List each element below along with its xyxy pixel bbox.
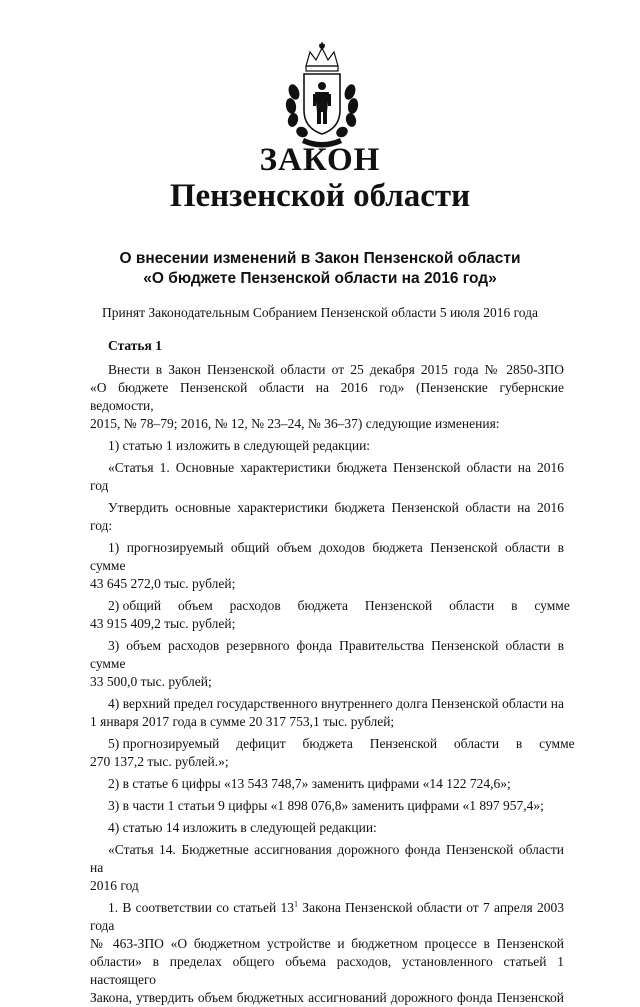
document-subtitle: Пензенской области	[169, 178, 471, 214]
article-14-title: «Статья 14. Бюджетные ассигнования дорожного фонда Пензенской области на	[90, 842, 564, 875]
sub-item-2: 2) общий объем расходов бюджета Пензенской области в сумме	[108, 598, 570, 613]
sub-item-1: 1) прогнозируемый общий объем доходов бюджета Пензенской области в сумме	[90, 540, 564, 573]
article-title: Статья 1	[108, 338, 162, 353]
coat-of-arms-icon	[280, 40, 364, 148]
sub-item-2-amount: 43 915 409,2 тыс. рублей;	[90, 616, 236, 631]
approve-characteristics: Утвердить основные характеристики бюджета Пензенской области на 2016 год:	[90, 500, 564, 533]
sub-item-5: 5) прогнозируемый дефицит бюджета Пензенской области в сумме	[108, 736, 575, 751]
law-heading-line-2: «О бюджете Пензенской области на 2016 год»	[143, 270, 497, 287]
item-2: 2) в статье 6 цифры «13 543 748,7» заменить цифрами «14 122 724,6»;	[108, 776, 511, 791]
intro-paragraph	[90, 361, 564, 379]
paragraph-1-line-3: области» в пределах общего объема расходов, установленного статьей 1 настоящего	[90, 954, 564, 987]
sub-item-3-amount: 33 500,0 тыс. рублей;	[90, 674, 212, 689]
paragraph-1-line-2: № 463-ЗПО «О бюджетном устройстве и бюджетном процессе в Пензенской	[90, 936, 564, 951]
paragraph-1-line-4: Закона, утвердить объем бюджетных ассигнований дорожного фонда Пензенской	[90, 990, 564, 1005]
intro-line-2: «О бюджете Пензенской области на 2016 год» (Пензенские губернские ведомости,	[90, 380, 564, 413]
article-1-title: «Статья 1. Основные характеристики бюджета Пензенской области на 2016 год	[90, 460, 564, 493]
paragraph-1: 1. В соответствии со статьей $13^1$ Закона Пензенской области от 7 апреля 2003 года	[90, 899, 565, 933]
document-title: ЗАКОН	[259, 142, 381, 178]
law-heading-line-1: О внесении изменений в Закон Пензенской области	[119, 250, 521, 267]
intro-line-3: 2015, № 78–79; 2016, № 12, № 23–24, № 36–37) следующие изменения:	[90, 416, 500, 431]
sub-item-4-amount: 1 января 2017 года в сумме 20 317 753,1 тыс. рублей;	[90, 714, 395, 729]
sub-item-1-amount: 43 645 272,0 тыс. рублей;	[90, 576, 236, 591]
sub-item-5-amount: 270 137,2 тыс. рублей.»;	[90, 754, 229, 769]
adoption-note: Принят Законодательным Собранием Пензенской области 5 июля 2016 года	[101, 305, 539, 320]
sub-item-4: 4) верхний предел государственного внутреннего долга Пензенской области на	[108, 696, 564, 711]
sub-item-3: 3) объем расходов резервного фонда Правительства Пензенской области в сумме	[90, 638, 564, 671]
item-3: 3) в части 1 статьи 9 цифры «1 898 076,8» заменить цифрами «1 897 957,4»;	[108, 798, 544, 813]
item-1: 1) статью 1 изложить в следующей редакции:	[108, 438, 371, 453]
intro-line-1: Внести в Закон Пензенской области от 25 декабря 2015 года № 2850-ЗПО	[108, 362, 564, 377]
article-14-year: 2016 год	[90, 878, 139, 893]
article-body	[90, 361, 575, 1007]
item-4: 4) статью 14 изложить в следующей редакции:	[108, 820, 377, 835]
